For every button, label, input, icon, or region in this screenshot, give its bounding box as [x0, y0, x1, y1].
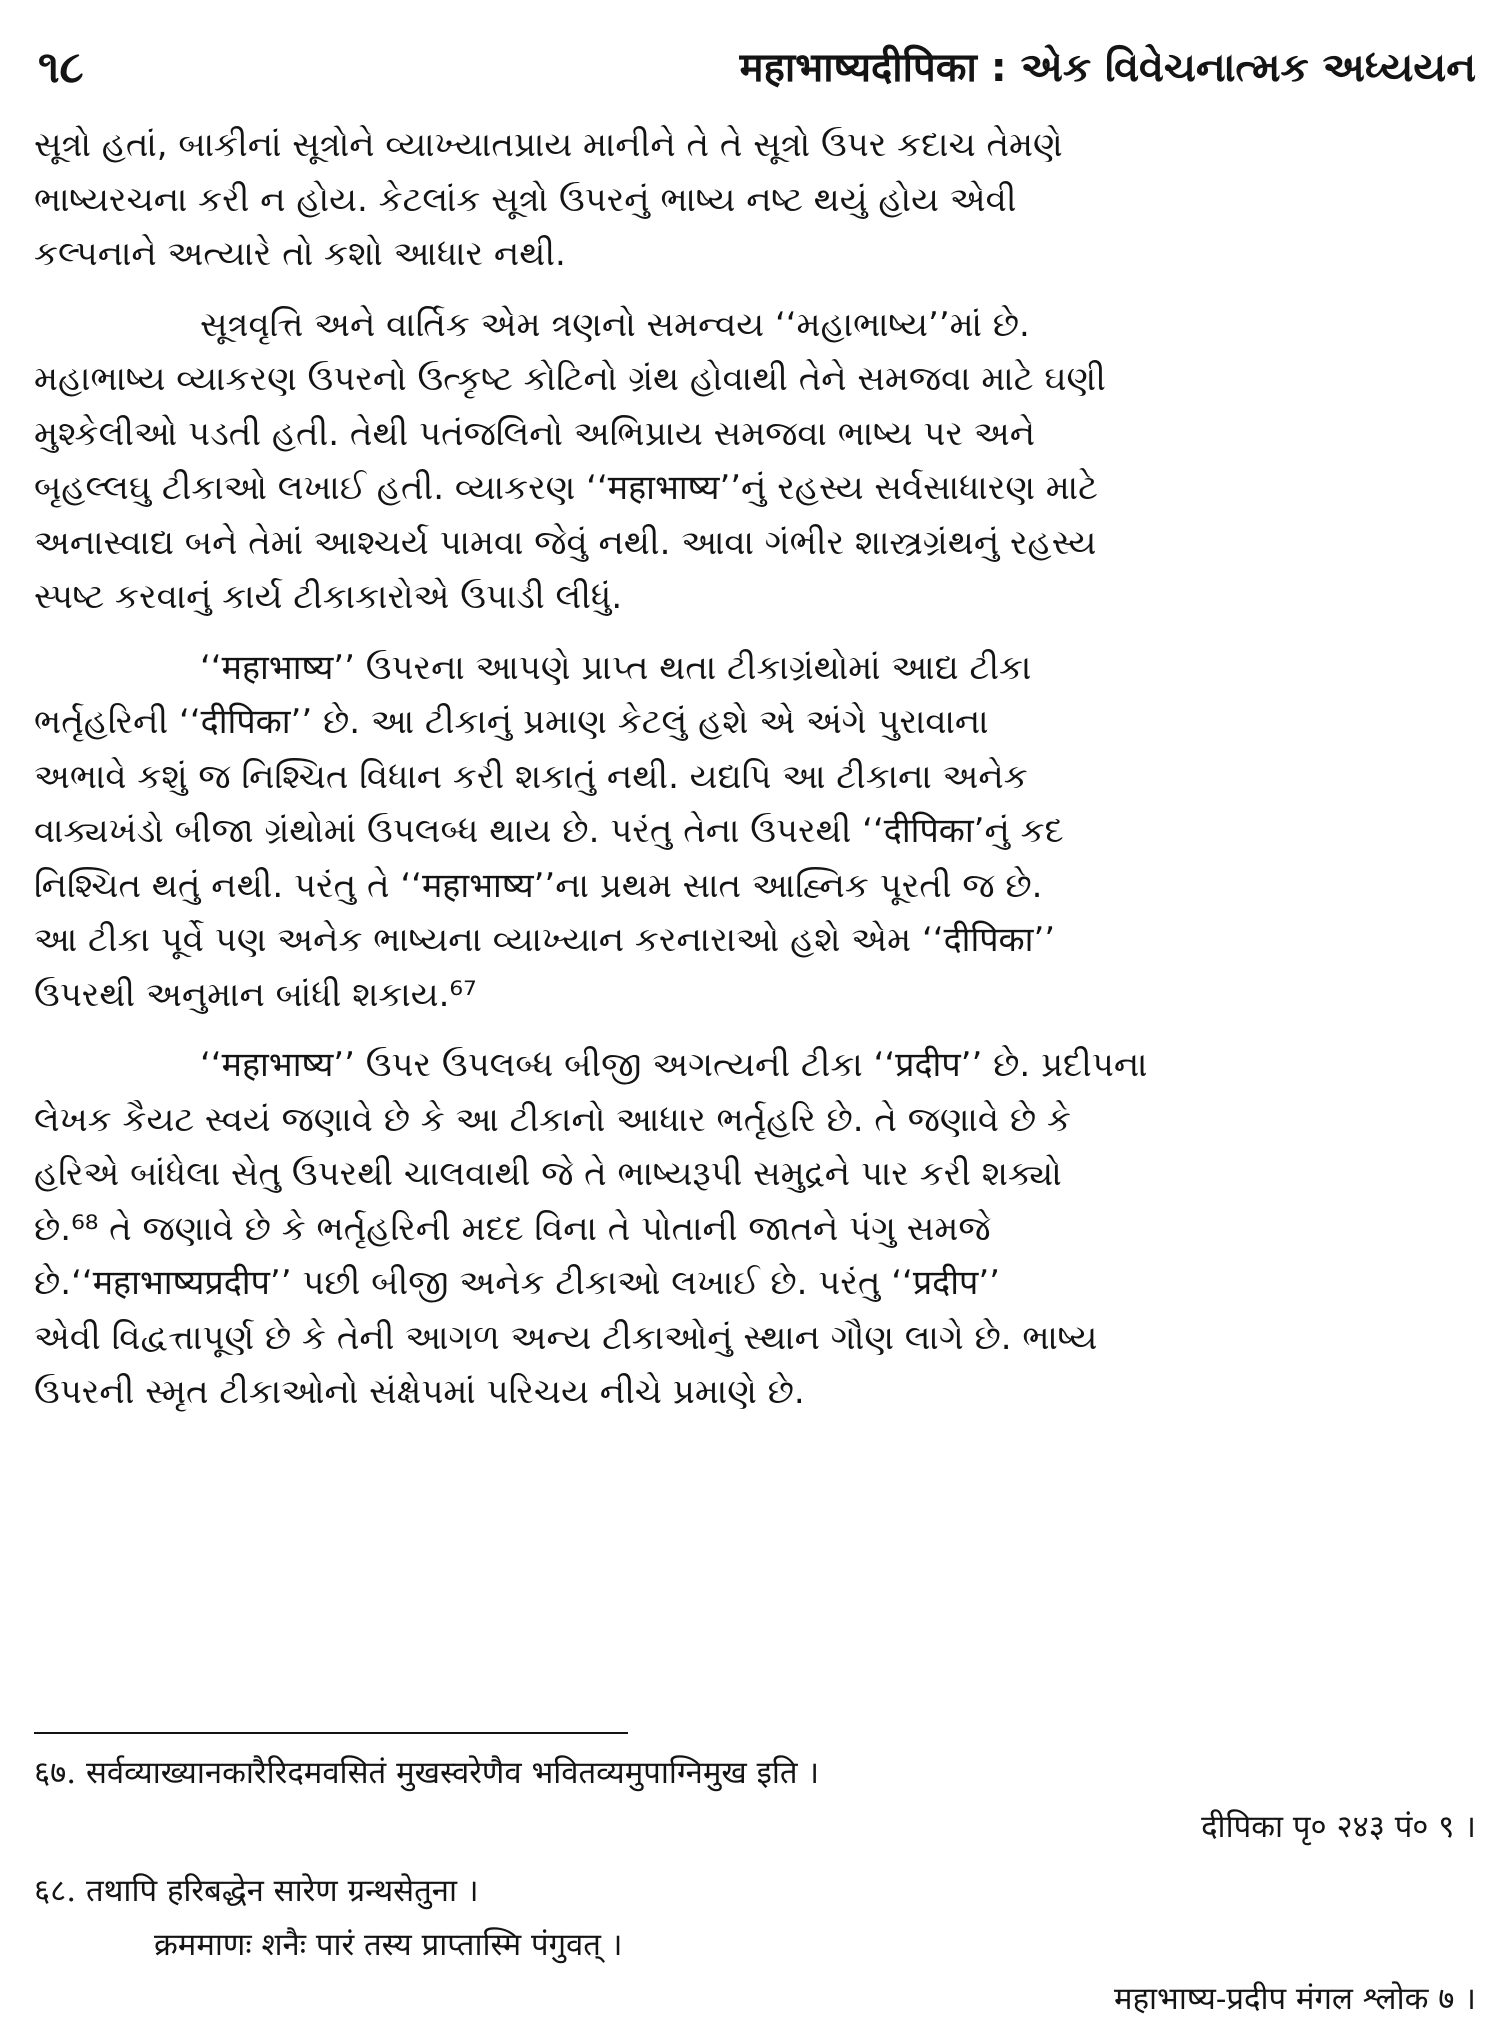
footnote-divider	[34, 1732, 628, 1734]
footnote-text: ६७. सर्वव्याख्यानकारैरिदमवसितं मुखस्वरेणैव भवितव्यमुपाग्निमुख इति ।	[34, 1755, 820, 1791]
footnote-text: ६८. तथापि हरिबद्धेन सारेण ग्रन्थसेतुना ।	[34, 1873, 479, 1909]
paragraph: ‘‘महाभाष्य’’ ઉપર ઉપલબ્ધ બીજી અગત્યની ટીકા ‘‘प्रदीप’’ છે. પ્રદીપના લેખક કૈયટ સ્વયં જણાવે છે કે આ ટીકાનો આધાર ભર્તૃહરિ છે. તે જણાવે છે કે હરિએ બાંધેલા સેતુ ઉપરથી ચાલવાથી જે તે ભાષ્યરૂપી સમુદ્રને પાર કરી શક્યો છે.⁶⁸ તે જણાવે છે કે ભર્તૃહરિની મદદ વિના તે પોતાની જાતને પંગુ સમજે છે.‘‘महाभाष्यप्रदीप’’ પછી બીજી અનેક ટીકાઓ લખાઈ છે. પરંતુ ‘‘प्रदीप’’ એવી વિદ્વત્તાપૂર્ણ છે કે તેની આગળ અન્ય ટીકાઓનું સ્થાન ગૌણ લાગે છે. ભાષ્ય ઉપરની સ્મૃત ટીકાઓનો સંક્ષેપમાં પરિચય નીચે પ્રમાણે છે.	[34, 1045, 1148, 1412]
footnote-68	[34, 1864, 1476, 2026]
footnote-source: महाभाष्य-प्रदीप मंगल श्लोक ७ ।	[1114, 1981, 1476, 2017]
footnote-text: क्रममाणः शनैः पारं तस्य प्राप्तास्मि पंगुवत् ।	[154, 1927, 623, 1963]
body-text	[34, 118, 1476, 1436]
running-title: महाभाष्यदीपिका : એક વિવેચનાત્મક અધ્યયન	[739, 45, 1476, 91]
footnote-67	[34, 1746, 1476, 1854]
paragraph: ‘‘महाभाष्य’’ ઉપરના આપણે પ્રાપ્ત થતા ટીકાગ્રંથોમાં આદ્ય ટીકા ભર્તૃહરિની ‘‘दीपिका’’ છે. આ ટીકાનું પ્રમાણ કેટલું હશે એ અંગે પુરાવાના અભાવે કશું જ નિશ્ચિત વિધાન કરી શકાતું નથી. યદ્યપિ આ ટીકાના અનેક વાક્યખંડો બીજા ગ્રંથોમાં ઉપલબ્ધ થાય છે. પરંતુ તેના ઉપરથી ‘‘दीपिका’નું કદ નિશ્ચિત થતું નથી. પરંતુ તે ‘‘महाभाष्य’’ના પ્રથમ સાત આહ્નિક પૂરતી જ છે. આ ટીકા પૂર્વે પણ અનેક ભાષ્યના વ્યાખ્યાન કરનારાઓ હશે એમ ‘‘दीपिका’’ ઉપરથી અનુમાન બાંધી શકાય.⁶⁷	[34, 647, 1064, 1015]
page-header	[34, 38, 1476, 98]
footnote-source: दीपिका पृ० २४३ पं० ९ ।	[1201, 1809, 1476, 1845]
footnotes	[34, 1746, 1476, 2026]
paragraph: સૂત્રો હતાં, બાકીનાં સૂત્રોને વ્યાખ્યાતપ્રાય માનીને તે તે સૂત્રો ઉપર કદાચ તેમણે ભાષ્યરચના કરી ન હોય. કેટલાંક સૂત્રો ઉપરનું ભાષ્ય નષ્ટ થયું હોય એવી કલ્પનાને અત્યારે તો કશો આધાર નથી.	[34, 125, 1063, 274]
paragraph: સૂત્રવૃત્તિ અને વાર્તિક એમ ત્રણનો સમન્વય ‘‘મહાભાષ્ય’’માં છે. મહાભાષ્ય વ્યાકરણ ઉપરનો ઉત્કૃષ્ટ કોટિનો ગ્રંથ હોવાથી તેને સમજવા માટે ઘણી મુશ્કેલીઓ પડતી હતી. તેથી પતંજલિનો અભિપ્રાય સમજવા ભાષ્ય પર અને બૃહલ્લઘુ ટીકાઓ લખાઈ હતી. વ્યાકરણ ‘‘महाभाष्य’’નું રહસ્ય સર્વસાધારણ માટે અનાસ્વાદ્ય બને તેમાં આશ્ચર્ય પામવા જેવું નથી. આવા ગંભીર શાસ્ત્રગ્રંથનું રહસ્ય સ્પષ્ટ કરવાનું કાર્ય ટીકાકારોએ ઉપાડી લીધું.	[34, 304, 1106, 617]
page-number: ૧૮	[38, 42, 84, 93]
